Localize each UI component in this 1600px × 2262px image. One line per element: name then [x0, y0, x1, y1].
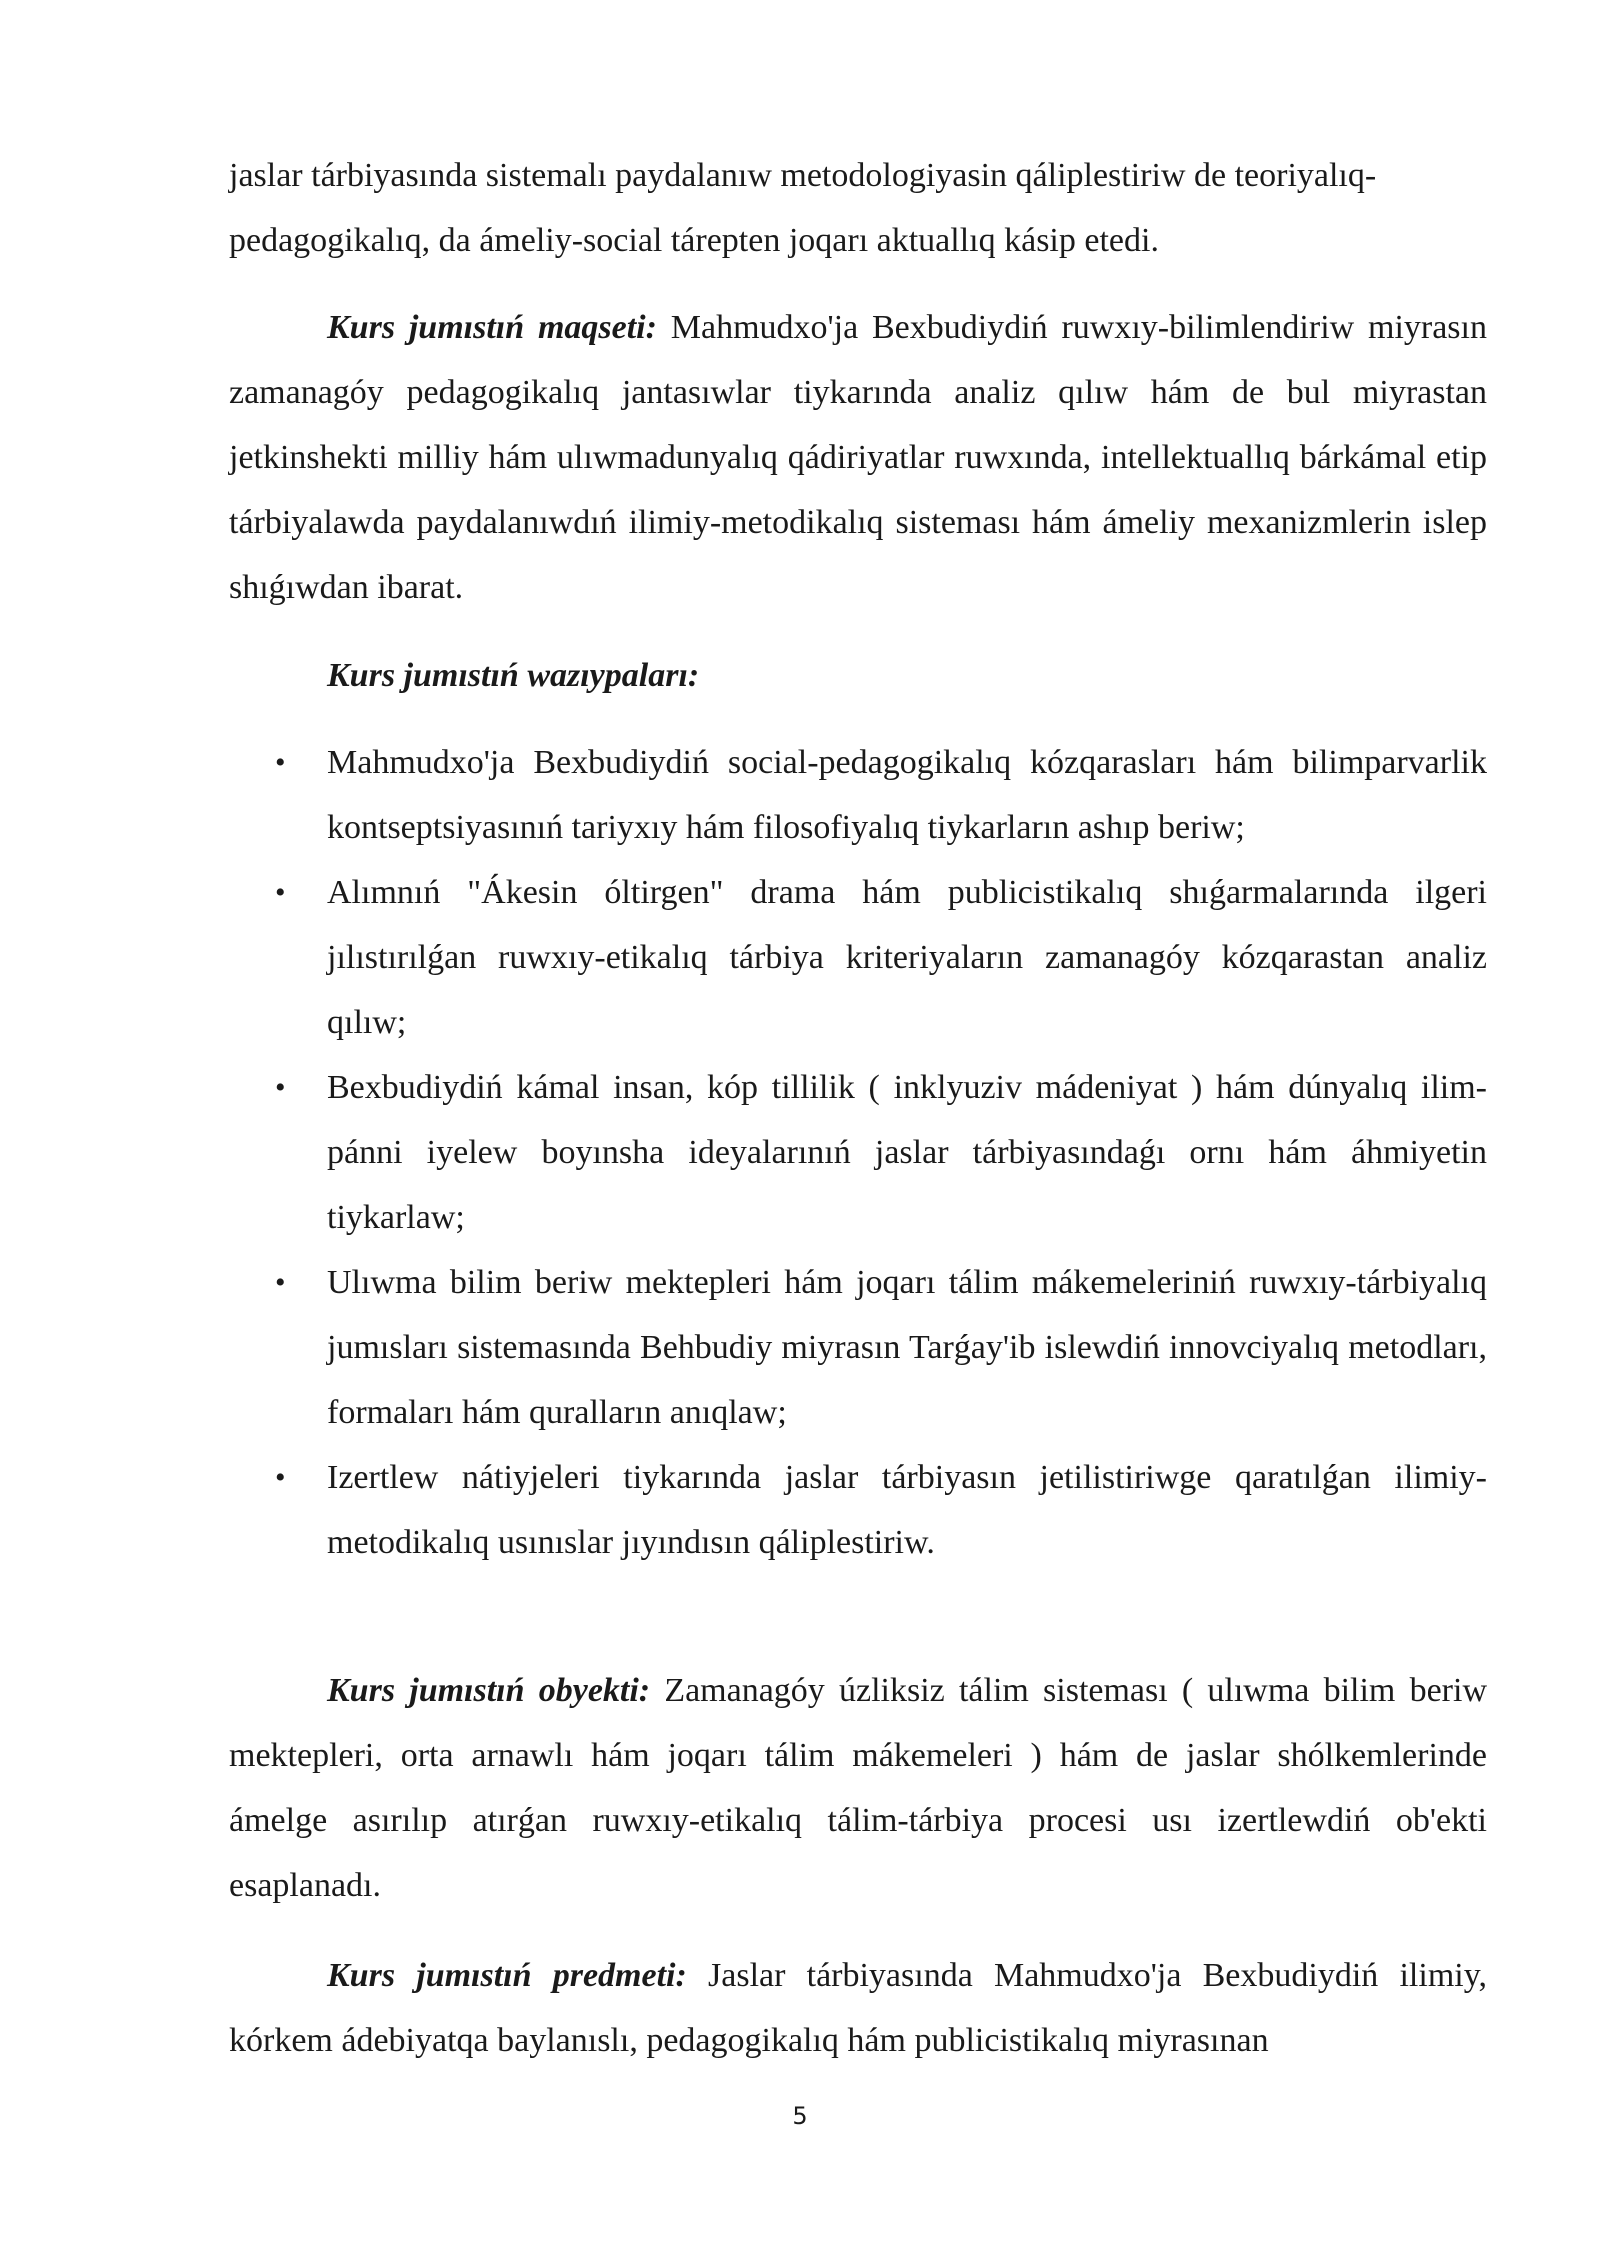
tasks-heading: Kurs jumıstıń wazıypaları:	[327, 657, 700, 694]
task-text: Bexbudiydiń kámal insan, kóp tillilik ( inklyuziv mádeniyat ) hám dúnyalıq ilim-pánni iyelew boyınsha ideyalarınıń jaslar tárbiyasındaǵı ornı hám áhmiyetin tiykarlaw;	[327, 1069, 1487, 1236]
tasks-list	[229, 730, 1487, 1575]
page-number: 5	[792, 2102, 808, 2130]
subject-label: Kurs jumıstıń predmeti:	[327, 1957, 687, 1994]
object-paragraph	[229, 1658, 1487, 1918]
list-item	[229, 1445, 1487, 1575]
list-item	[229, 1250, 1487, 1445]
bullet-icon: •	[275, 746, 286, 779]
list-item	[229, 860, 1487, 1055]
list-item	[229, 1055, 1487, 1250]
list-item	[229, 730, 1487, 860]
bullet-icon: •	[275, 1266, 286, 1299]
object-label: Kurs jumıstıń obyekti:	[327, 1672, 651, 1709]
task-text: Alımnıń "Ákesin óltirgen" drama hám publicistikalıq shıǵarmalarında ilgeri jılıstırılǵan ruwxıy-etikalıq tárbiya kriteriyaların zamanagóy kózqarastan analiz qılıw;	[327, 874, 1487, 1041]
goal-text: Mahmudxo'ja Bexbudiydiń ruwxıy-bilimlendiriw miyrasın zamanagóy pedagogikalıq jantasıwlar tiykarında analiz qılıw hám de bul miyrastan jetkinshekti milliy hám ulıwmadunyalıq qádiriyatlar ruwxında, intellektuallıq bárkámal etip tárbiyalawda paydalanıwdıń ilimiy-metodikalıq sisteması hám ámeliy mexanizmlerin islep shıǵıwdan ibarat.	[229, 309, 1487, 606]
subject-paragraph	[229, 1943, 1487, 2073]
subject-text: Jaslar tárbiyasında Mahmudxo'ja Bexbudiydiń ilimiy, kórkem ádebiyatqa baylanıslı, pedagogikalıq hám publicistikalıq miyrasınan	[229, 1957, 1488, 2059]
bullet-icon: •	[275, 876, 286, 909]
intro-paragraph: jaslar tárbiyasında sistemalı paydalanıw metodologiyasin qáliplestiriw de teoriyalıq-pedagogikalıq, da ámeliy-social tárepten joqarı aktuallıq kásip etedi.	[229, 157, 1377, 259]
bullet-icon: •	[275, 1071, 286, 1104]
task-text: Mahmudxo'ja Bexbudiydiń social-pedagogikalıq kózqarasları hám bilimparvarlik kontseptsiyasınıń tariyxıy hám filosofiyalıq tiykarların ashıp beriw;	[327, 744, 1487, 846]
task-text: Izertlew nátiyjeleri tiykarında jaslar tárbiyasın jetilistiriwge qaratılǵan ilimiy-metodikalıq usınıslar jıyındısın qáliplestiriw.	[327, 1459, 1487, 1561]
goal-label: Kurs jumıstıń maqseti:	[327, 309, 657, 346]
task-text: Ulıwma bilim beriw mektepleri hám joqarı tálim mákemeleriniń ruwxıy-tárbiyalıq jumısları sistemasında Behbudiy miyrasın Tarǵay'ib islewdiń innovciyalıq metodları, formaları hám quralların anıqlaw;	[327, 1264, 1487, 1431]
bullet-icon: •	[275, 1461, 286, 1494]
goal-paragraph	[229, 295, 1487, 620]
object-text: Zamanagóy úzliksiz tálim sisteması ( ulıwma bilim beriw mektepleri, orta arnawlı hám joqarı tálim mákemeleri ) hám de jaslar shólkemlerinde ámelge asırılıp atırǵan ruwxıy-etikalıq tálim-tárbiya procesi usı izertlewdiń ob'ekti esaplanadı.	[229, 1672, 1487, 1904]
